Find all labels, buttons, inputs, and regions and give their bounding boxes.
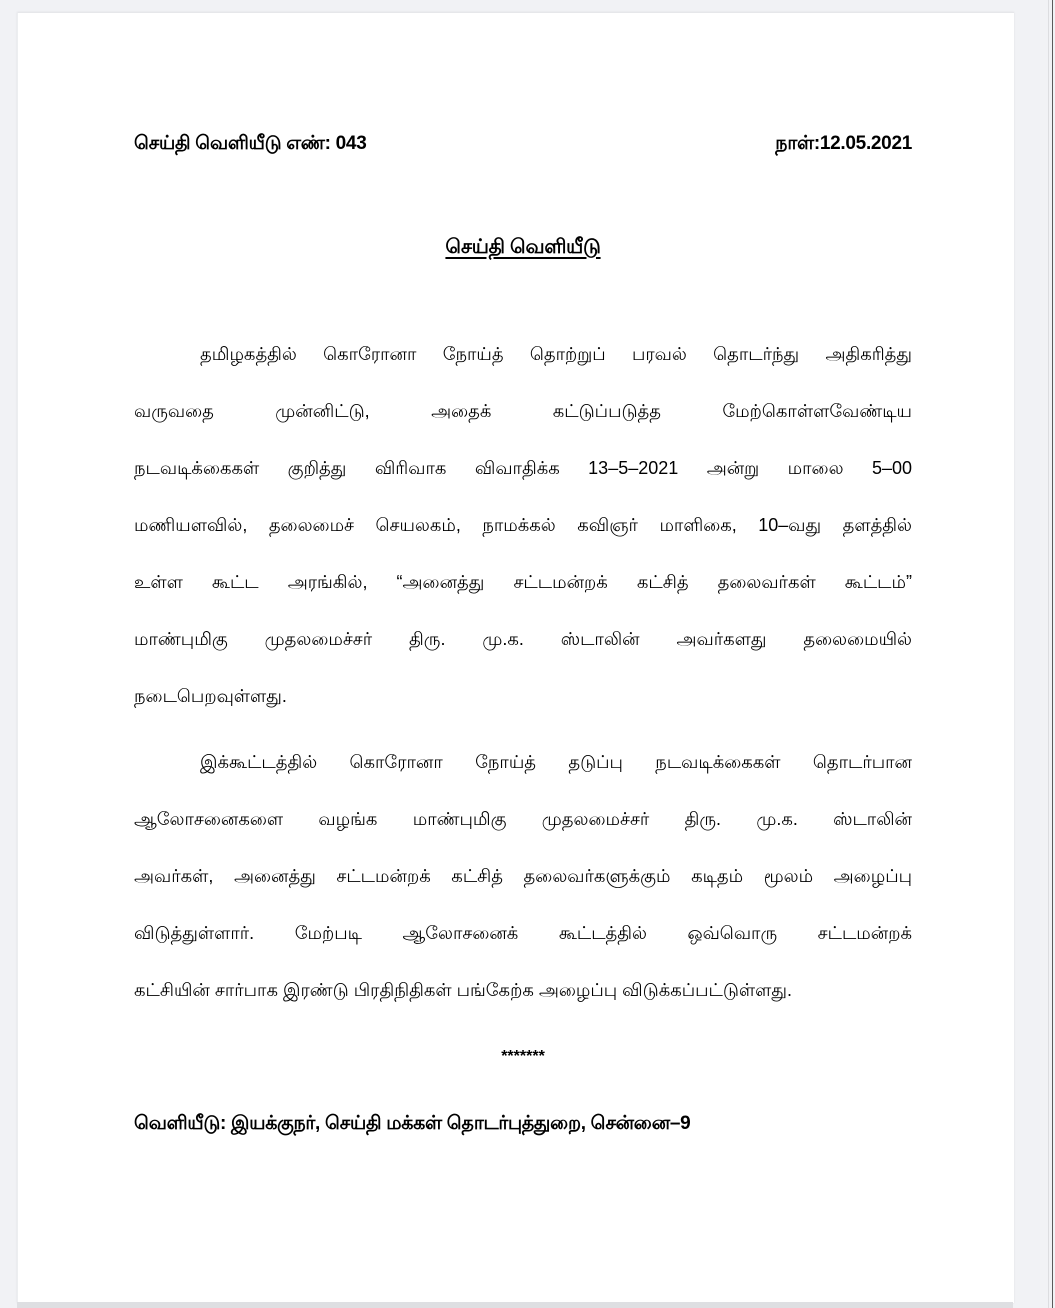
paragraph-line: தமிழகத்தில் கொரோனா நோய்த் தொற்றுப் பரவல் தொடர்ந்து அதிகரித்து: [200, 344, 912, 364]
paragraph-line: அவர்கள், அனைத்து சட்டமன்றக் கட்சித் தலைவர்களுக்கும் கடிதம் மூலம் அழைப்பு: [134, 866, 912, 886]
paragraph-line: நடவடிக்கைகள் குறித்து விரிவாக விவாதிக்க 13–5–2021 அன்று மாலை 5–00: [134, 458, 912, 478]
paragraph-line: இக்கூட்டத்தில் கொரோனா நோய்த் தடுப்பு நடவடிக்கைகள் தொடர்பான: [200, 752, 912, 772]
page-bottom-edge: [17, 1302, 1013, 1308]
paragraph-1: [134, 326, 912, 725]
viewer-scrollbar-edge: [1052, 0, 1053, 1308]
paragraph-line: கட்சியின் சார்பாக இரண்டு பிரதிநிதிகள் பங்கேற்க அழைப்பு விடுக்கப்பட்டுள்ளது.: [134, 980, 792, 1000]
release-date: நாள்:12.05.2021: [775, 133, 912, 154]
document-page: [17, 12, 1014, 1303]
release-number: செய்தி வெளியீடு எண்: 043: [134, 133, 367, 154]
document-title: செய்தி வெளியீடு: [445, 236, 601, 258]
paragraph-line: மணியளவில், தலைமைச் செயலகம், நாமக்கல் கவிஞர் மாளிகை, 10–வது தளத்தில்: [134, 515, 912, 535]
paragraph-line: நடைபெறவுள்ளது.: [134, 686, 287, 706]
paragraph-line: வருவதை முன்னிட்டு, அதைக் கட்டுப்படுத்த மேற்கொள்ளவேண்டிய: [134, 401, 912, 421]
document-footer: வெளியீடு: இயக்குநர், செய்தி மக்கள் தொடர்புத்துறை, சென்னை–9: [134, 1113, 691, 1134]
document-header: [134, 133, 912, 157]
paragraph-line: உள்ள கூட்ட அரங்கில், “அனைத்து சட்டமன்றக் கட்சித் தலைவர்கள் கூட்டம்”: [134, 572, 912, 592]
section-separator: *******: [501, 1048, 545, 1065]
paragraph-2: [134, 734, 912, 1019]
paragraph-line: மாண்புமிகு முதலமைச்சர் திரு. மு.க. ஸ்டாலின் அவர்களது தலைமையில்: [134, 629, 912, 649]
paragraph-line: ஆலோசனைகளை வழங்க மாண்புமிகு முதலமைச்சர் திரு. மு.க. ஸ்டாலின்: [134, 809, 912, 829]
paragraph-line: விடுத்துள்ளார். மேற்படி ஆலோசனைக் கூட்டத்தில் ஒவ்வொரு சட்டமன்றக்: [134, 923, 912, 943]
viewer-edge-light: [1048, 0, 1049, 1308]
